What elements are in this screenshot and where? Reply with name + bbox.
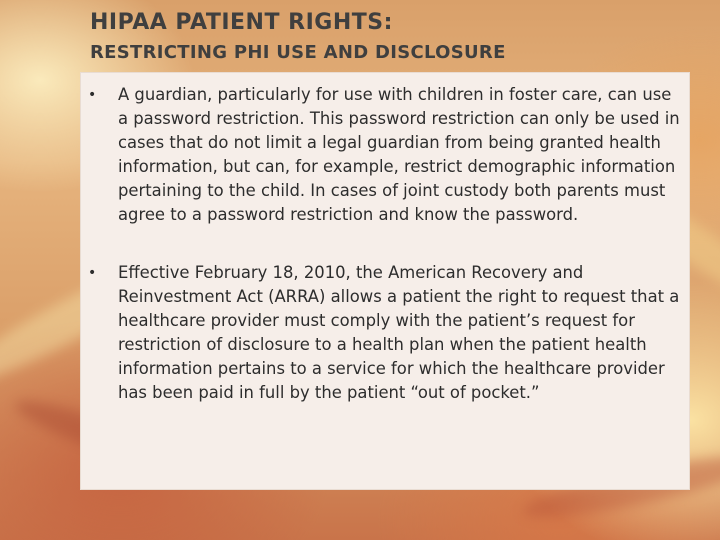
bullet-item: [81, 261, 691, 405]
slide-title-line-2: RESTRICTING PHI USE AND DISCLOSURE: [90, 42, 506, 63]
bullet-text: Effective February 18, 2010, the American Recovery and Reinvestment Act (ARRA) allows a patient the right to request that a healthcare provider must comply with the patient’s request for restriction of disclosure to a health plan when the patient health information pertains to a service for which the healthcare provider has been paid in full by the patient “out of pocket.”: [118, 263, 680, 402]
bullet-text: A guardian, particularly for use with children in foster care, can use a password restriction. This password restriction can only be used in cases that do not limit a legal guardian from being granted health information, but can, for example, restrict demographic information pertaining to the child. In cases of joint custody both parents must agree to a password restriction and know the password.: [118, 85, 680, 224]
slide-title-line-1: HIPAA PATIENT RIGHTS:: [90, 10, 393, 35]
content-panel: [80, 72, 690, 490]
slide-title: [0, 0, 720, 72]
bullet-icon: •: [88, 87, 97, 103]
bullet-list: [81, 83, 691, 405]
bullet-item: [81, 83, 691, 227]
bullet-icon: •: [88, 265, 97, 281]
